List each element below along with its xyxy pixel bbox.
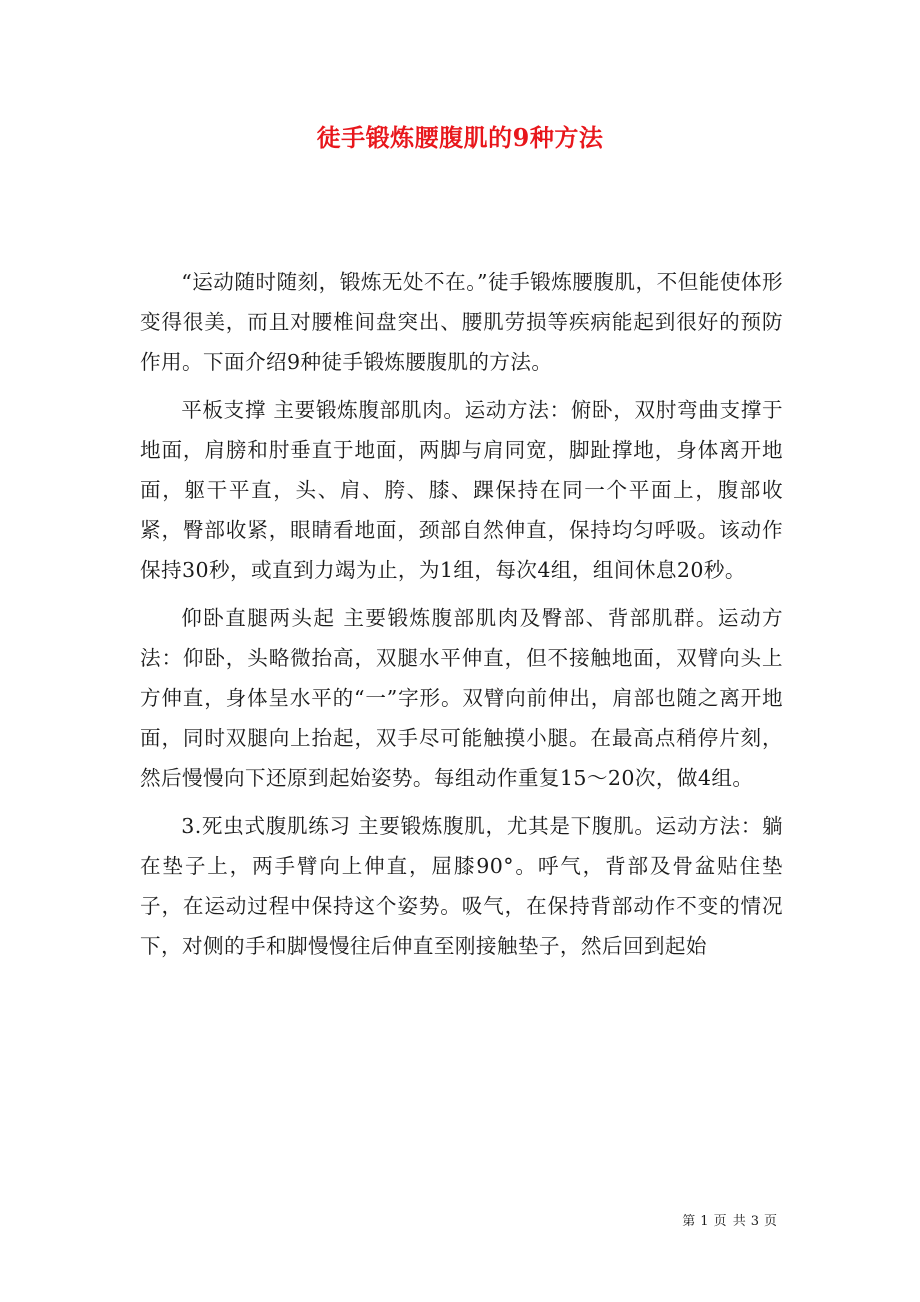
page-footer xyxy=(680,1210,780,1229)
current-page-number: 1 xyxy=(700,1214,710,1229)
paragraph-supine-v-up: 仰卧直腿两头起 主要锻炼腹部肌肉及臀部、背部肌群。运动方法：仰卧，头略微抬高，双腿水平伸直，但不接触地面，双臂向头上方伸直，身体呈水平的“一”字形。双臂向前伸出，肩部也随之离开地面，同时双腿向上抬起，双手尽可能触摸小腿。在最高点稍停片刻，然后慢慢向下还原到起始姿势。每组动作重复15～20次，做4组。 xyxy=(140,606,783,790)
page-label-mid: 页 共 xyxy=(713,1214,747,1229)
paragraph-plank: 平板支撑 主要锻炼腹部肌肉。运动方法：俯卧，双肘弯曲支撑于地面，肩膀和肘垂直于地面，两脚与肩同宽，脚趾撑地，身体离开地面，躯干平直，头、肩、胯、膝、踝保持在同一个平面上，腹部收紧，臀部收紧，眼睛看地面，颈部自然伸直，保持均匀呼吸。该动作保持30秒，或直到力竭为止，为1组，每次4组，组间休息20秒。 xyxy=(140,398,783,582)
document-body xyxy=(140,263,783,976)
page-label-prefix: 第 xyxy=(682,1214,697,1229)
page-title: 徒手锻炼腰腹肌的9种方法 xyxy=(316,123,604,152)
page-label-suffix: 页 xyxy=(763,1214,778,1229)
paragraph-intro: “运动随时随刻，锻炼无处不在。”徒手锻炼腰腹肌，不但能使体形变得很美，而且对腰椎间盘突出、腰肌劳损等疾病能起到很好的预防作用。下面介绍9种徒手锻炼腰腹肌的方法。 xyxy=(140,270,783,374)
total-pages-number: 3 xyxy=(750,1214,760,1229)
paragraph-dead-bug: 3.死虫式腹肌练习 主要锻炼腹肌，尤其是下腹肌。运动方法：躺在垫子上，两手臂向上伸直，屈膝90°。呼气，背部及骨盆贴住垫子，在运动过程中保持这个姿势。吸气，在保持背部动作不变的情况下，对侧的手和脚慢慢往后伸直至刚接触垫子，然后回到起始 xyxy=(140,814,783,958)
